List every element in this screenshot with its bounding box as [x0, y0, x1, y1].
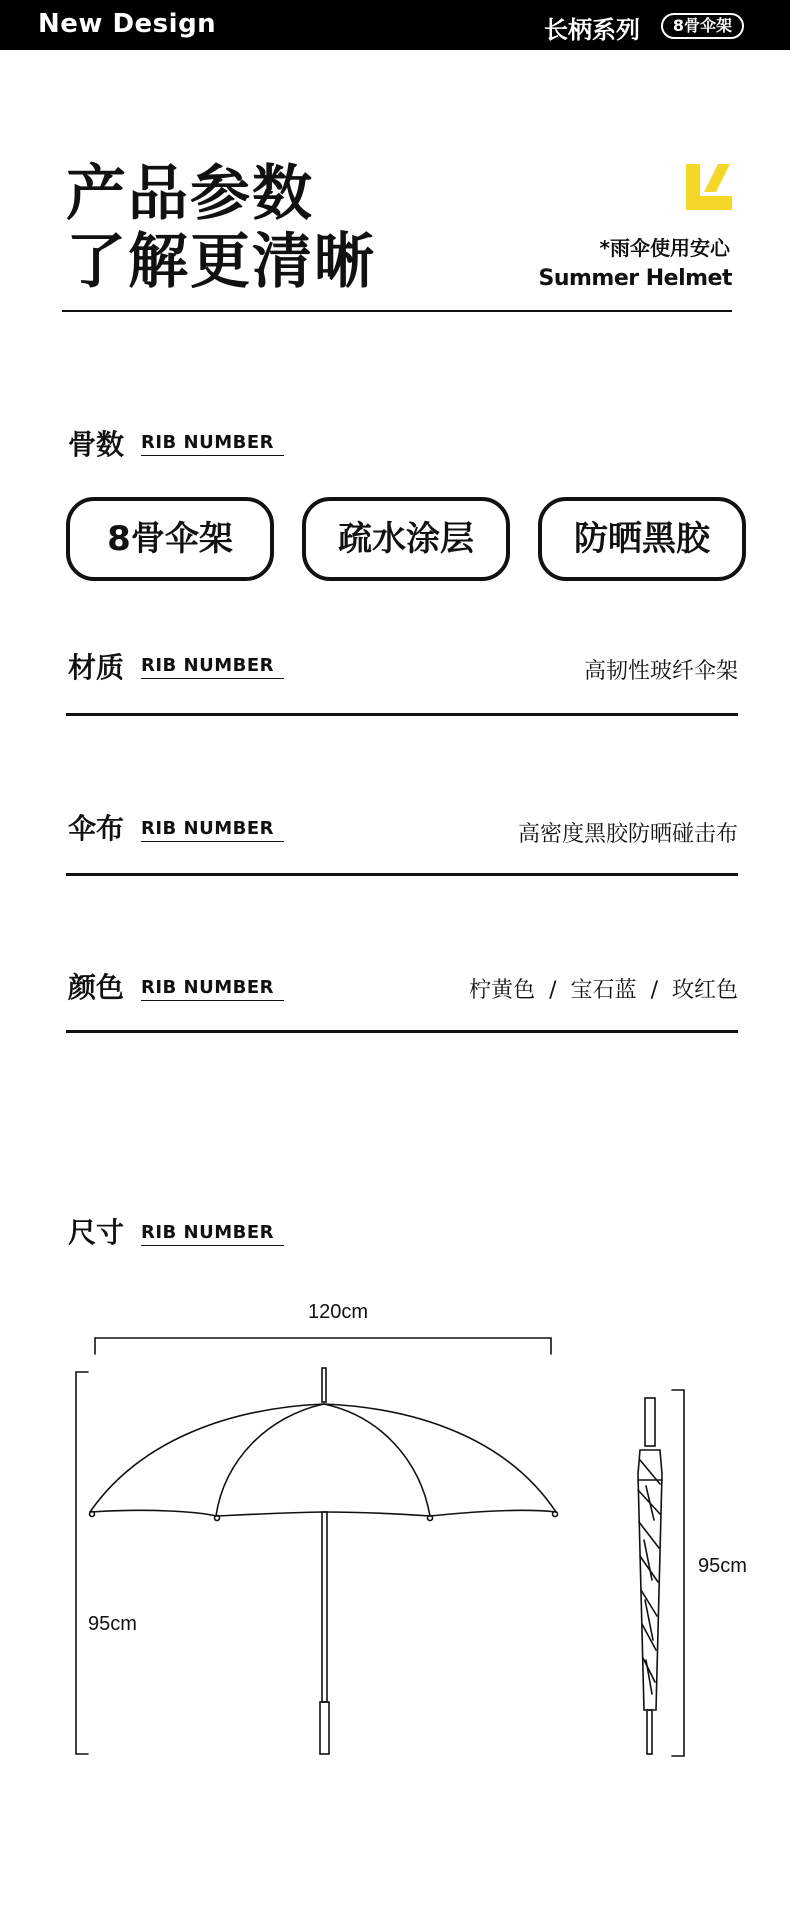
material-label-en: RIB NUMBER	[141, 655, 284, 679]
feature-pill-uv: 防晒黑胶	[538, 497, 746, 581]
series-badge: 8骨伞架	[661, 13, 744, 39]
width-label: 120cm	[307, 1301, 369, 1323]
material-label: 材质	[68, 651, 125, 684]
color-divider	[66, 1030, 738, 1033]
brand-name: New Design	[38, 9, 217, 39]
feature-pill-coating: 疏水涂层	[302, 497, 510, 581]
color-label-en: RIB NUMBER	[141, 977, 284, 1001]
fabric-divider	[66, 873, 738, 876]
closed-height-bracket	[672, 1390, 684, 1756]
size-label-en: RIB NUMBER	[141, 1222, 284, 1246]
open-height-bracket	[76, 1372, 88, 1754]
open-height-label: 95cm	[88, 1613, 137, 1635]
closed-height-label: 95cm	[698, 1555, 747, 1577]
brand-english: Summer Helmet	[538, 266, 732, 291]
material-divider	[66, 713, 738, 716]
size-diagram	[0, 1290, 790, 1770]
rib-label: 骨数	[68, 428, 125, 461]
logo-mark	[686, 164, 732, 210]
color-option-blue: 宝石蓝	[570, 978, 637, 1003]
fabric-label: 伞布	[68, 812, 125, 845]
hero-divider	[62, 310, 732, 312]
rib-label-en: RIB NUMBER	[141, 432, 284, 456]
color-separator: /	[549, 978, 557, 1003]
color-separator: /	[650, 978, 658, 1003]
fabric-value: 高密度黑胶防晒碰击布	[517, 822, 738, 847]
tagline: *雨伞使用安心	[599, 236, 730, 260]
color-options	[469, 973, 738, 1004]
top-bar	[0, 0, 790, 50]
closed-umbrella-icon	[638, 1398, 662, 1754]
width-dimension-line	[95, 1338, 551, 1354]
open-umbrella-icon	[90, 1368, 558, 1754]
color-option-yellow: 柠黄色	[469, 978, 536, 1003]
page-title	[66, 160, 376, 296]
color-label: 颜色	[68, 971, 125, 1004]
brand-logo-icon	[686, 164, 732, 210]
size-label: 尺寸	[68, 1216, 125, 1249]
series-title: 长柄系列	[544, 16, 640, 44]
material-value: 高韧性玻纤伞架	[583, 659, 738, 684]
title-line-2: 了解更清晰	[66, 227, 376, 297]
color-option-rose: 玫红色	[671, 978, 738, 1003]
fabric-label-en: RIB NUMBER	[141, 818, 284, 842]
title-line-1: 产品参数	[66, 159, 314, 229]
feature-pill-ribs: 8骨伞架	[66, 497, 274, 581]
